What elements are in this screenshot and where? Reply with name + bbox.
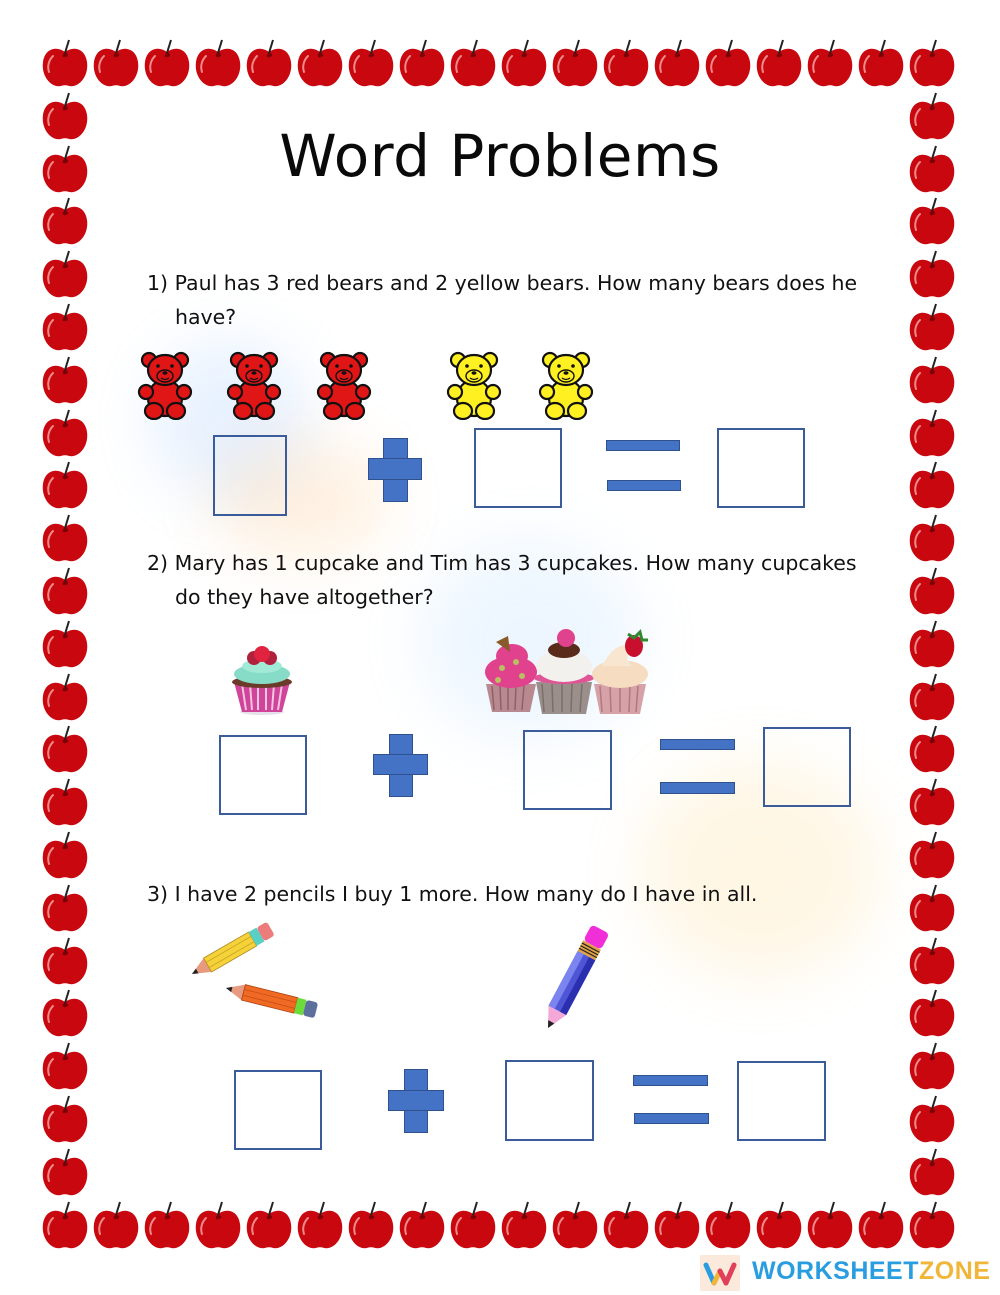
- apple-icon: [39, 1200, 91, 1252]
- apple-icon: [906, 936, 958, 988]
- apple-icon: [906, 672, 958, 724]
- apple-icon: [549, 38, 601, 90]
- apple-icon: [906, 196, 958, 248]
- apple-icon: [396, 1200, 448, 1252]
- problem-number: 1): [147, 271, 169, 295]
- apple-icon: [39, 38, 91, 90]
- apple-icon: [39, 883, 91, 935]
- logo-mark: [700, 1255, 740, 1291]
- red-bear-icon: [226, 350, 282, 424]
- problem-number: 3): [147, 882, 169, 906]
- problem-line: have?: [175, 305, 237, 329]
- apple-icon: [141, 38, 193, 90]
- apple-icon: [549, 1200, 601, 1252]
- pencil-icon: [222, 978, 326, 1024]
- problem-line: do they have altogether?: [175, 585, 434, 609]
- apple-icon: [39, 724, 91, 776]
- apple-icon: [39, 1147, 91, 1199]
- apple-icon: [498, 1200, 550, 1252]
- apple-icon: [906, 355, 958, 407]
- apple-icon: [345, 38, 397, 90]
- apple-icon: [396, 38, 448, 90]
- apple-icon: [804, 38, 856, 90]
- apple-icon: [39, 408, 91, 460]
- apple-icon: [192, 38, 244, 90]
- apple-icon: [906, 566, 958, 618]
- apple-icon: [906, 1094, 958, 1146]
- apple-icon: [90, 38, 142, 90]
- answer-box[interactable]: [717, 428, 805, 508]
- apple-icon: [39, 988, 91, 1040]
- apple-icon: [906, 988, 958, 1040]
- problem-number: 2): [147, 551, 169, 575]
- apple-icon: [498, 38, 550, 90]
- apple-icon: [906, 249, 958, 301]
- apple-icon: [243, 1200, 295, 1252]
- page-title: Word Problems: [279, 122, 721, 190]
- yellow-bear-icon: [538, 350, 594, 424]
- brand-name: WORKSHEETZONE: [752, 1257, 991, 1285]
- apple-icon: [141, 1200, 193, 1252]
- answer-box[interactable]: [219, 735, 307, 815]
- apple-icon: [855, 38, 907, 90]
- apple-icon: [906, 724, 958, 776]
- apple-icon: [39, 1041, 91, 1093]
- apple-icon: [906, 460, 958, 512]
- problem-3-text: [147, 877, 887, 911]
- apple-icon: [600, 38, 652, 90]
- problem-2-text: [147, 546, 887, 614]
- apple-icon: [753, 1200, 805, 1252]
- apple-icon: [90, 1200, 142, 1252]
- apple-icon: [39, 249, 91, 301]
- apple-icon: [294, 1200, 346, 1252]
- apple-icon: [39, 302, 91, 354]
- apple-icon: [39, 513, 91, 565]
- apple-icon: [39, 1094, 91, 1146]
- apple-icon: [39, 672, 91, 724]
- answer-box[interactable]: [523, 730, 612, 810]
- apple-icon: [906, 513, 958, 565]
- apple-icon: [906, 883, 958, 935]
- apple-icon: [906, 408, 958, 460]
- apple-icon: [855, 1200, 907, 1252]
- apple-icon: [39, 460, 91, 512]
- apple-icon: [192, 1200, 244, 1252]
- apple-icon: [906, 1147, 958, 1199]
- cupcake-icon: [222, 638, 302, 718]
- yellow-bear-icon: [446, 350, 502, 424]
- pencil-icon: [540, 922, 612, 1034]
- apple-icon: [702, 38, 754, 90]
- apple-icon: [39, 196, 91, 248]
- apple-icon: [906, 830, 958, 882]
- apple-icon: [447, 38, 499, 90]
- apple-icon: [804, 1200, 856, 1252]
- apple-icon: [906, 38, 958, 90]
- apple-icon: [906, 619, 958, 671]
- pencil-icon: [186, 918, 282, 980]
- problem-line: Paul has 3 red bears and 2 yellow bears. How many bears does he: [174, 271, 858, 295]
- apple-icon: [906, 777, 958, 829]
- problem-line: Mary has 1 cupcake and Tim has 3 cupcakes. How many cupcakes: [174, 551, 857, 575]
- worksheetzone-logo: [700, 1255, 1000, 1291]
- apple-icon: [447, 1200, 499, 1252]
- apple-icon: [753, 38, 805, 90]
- red-bear-icon: [137, 350, 193, 424]
- apple-icon: [39, 619, 91, 671]
- apple-icon: [906, 302, 958, 354]
- apple-icon: [243, 38, 295, 90]
- answer-box[interactable]: [505, 1060, 594, 1141]
- answer-box[interactable]: [234, 1070, 322, 1150]
- apple-icon: [651, 38, 703, 90]
- apple-icon: [39, 830, 91, 882]
- w-logo-icon: [700, 1255, 740, 1291]
- apple-icon: [702, 1200, 754, 1252]
- apple-icon: [39, 355, 91, 407]
- apple-icon: [600, 1200, 652, 1252]
- answer-box[interactable]: [213, 435, 287, 516]
- apple-icon: [39, 566, 91, 618]
- cupcakes-group-icon: [482, 626, 654, 716]
- answer-box[interactable]: [474, 428, 562, 508]
- problem-line: I have 2 pencils I buy 1 more. How many do I have in all.: [174, 882, 758, 906]
- apple-icon: [906, 1041, 958, 1093]
- apple-icon: [39, 777, 91, 829]
- apple-icon: [906, 1200, 958, 1252]
- apple-icon: [345, 1200, 397, 1252]
- problem-1-text: [147, 266, 887, 334]
- apple-icon: [651, 1200, 703, 1252]
- answer-box[interactable]: [737, 1061, 826, 1141]
- answer-box[interactable]: [763, 727, 851, 807]
- red-bear-icon: [316, 350, 372, 424]
- apple-icon: [39, 936, 91, 988]
- apple-icon: [294, 38, 346, 90]
